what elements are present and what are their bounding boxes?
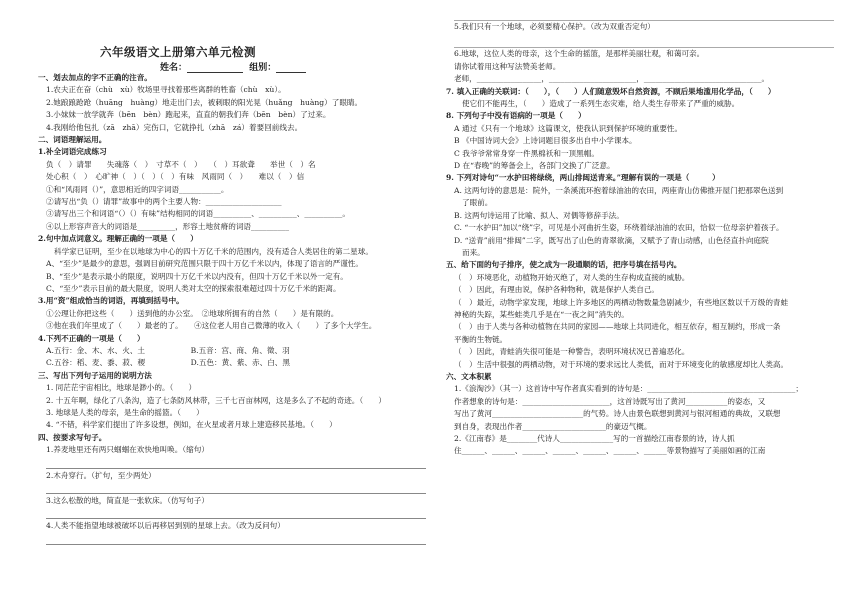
question-line: A. 这两句诗的意思是：院外，一条溪流环抱着绿油油的农田，两座青山仿佛推开屋门把那翠色送到: [454, 185, 784, 195]
left-column-content: [38, 72, 426, 546]
answer-line[interactable]: [454, 33, 834, 48]
right-column: [446, 6, 838, 458]
question-line: 处心积（ ） 心旷神（ ）（ ）（ ）有味 风雨同（ ） 难以（ ）信: [46, 172, 305, 182]
section-heading: 8. 下列句子中没有语病的一项是（ ）: [446, 111, 586, 121]
answer-line[interactable]: [46, 457, 426, 469]
question-line: 5.我们只有一个地球，必须要精心保护。（改为双重否定句）: [454, 22, 655, 31]
question-line: （ ）生活中很强的两栖动物，对于环境的要求远比人类低，而对于环境变化的敏感度却比人类高。: [454, 359, 789, 369]
question-line: D 在“春晚”的筹备会上，各部门交换了广泛意。: [454, 161, 615, 171]
section-heading: 9. 下列对诗句“一水护田将绿绕，两山排闼送青来。”理解有误的一项是（ ）: [446, 173, 720, 183]
question-line: 了眼前。: [462, 198, 493, 208]
section-heading: 三、写出下列句子运用的说明方法: [38, 370, 152, 380]
question-line: C、“至少”表示目前的最大限度，说明人类对太空的探索很难超过四十万亿千米的距离。: [46, 283, 341, 293]
question-line: ③请写出三个和词语“（）（）有味”结构相同的词语__________、__________、__________。: [46, 209, 350, 219]
question-line: （ ）环境恶化，动植物开始灭绝了，对人类的生存构成直接的威胁。: [454, 272, 690, 282]
question-line: 6.地球，这位人类的母亲，这个生命的摇篮，是那样美丽壮观，和蔼可亲。: [454, 49, 705, 59]
question-heading: 3.用“资”组成恰当的词语，再填到括号中。: [38, 296, 184, 306]
question-line: 使它们不能再生，（ ）造成了一系列生态灾难，给人类生存带来了严重的威胁。: [462, 99, 740, 109]
question-line: C. “一水护田”加以“绕”字，可见是小河曲折生姿，环绕着绿油油的农田，恰似一位母亲护着孩子。: [454, 223, 784, 233]
answer-line[interactable]: [46, 507, 426, 519]
name-label: 姓名：: [160, 63, 188, 73]
question-line: ④以上形容声音大的词语是__________，形容土地贫瘠的词语__________: [46, 221, 289, 231]
question-line: 负（ ）请罪 失魂落（ ） 寸草不（ ） （ ）耳欲聋 举世（ ）名: [46, 159, 316, 169]
question-line: 1.养麦地里还有两只蝈蝈在欢快地叫唤。（缩句）: [46, 445, 209, 455]
question-line: 到自身，表现出作者______________________的豪迈气概。: [454, 421, 652, 431]
section-heading: 四、按要求写句子。: [38, 432, 107, 442]
question-line: 平衡的生物链。: [454, 334, 508, 344]
page-title: 六年级语文上册第六单元检测: [100, 45, 256, 59]
question-line: ①和“风雨同（）”，意思相近的四字词语___________。: [46, 184, 229, 194]
question-line: B、“至少”是表示最小的限度，说明四十万亿千米以内没有，但四十万亿千米以外一定有。: [46, 271, 348, 281]
answer-line[interactable]: [454, 6, 834, 21]
question-line: B. 这两句诗运用了比喻、拟人、对偶等修辞手法。: [454, 210, 624, 220]
answer-line[interactable]: [46, 533, 426, 545]
question-line: C 我爷爷常常身穿一件黑棉袄和一顶黑帽。: [454, 148, 599, 158]
section-heading: 7. 填入正确的关联词：（ ），（ ）人们随意毁坏自然资源，不顾后果地滥用化学品，（ ）: [446, 86, 776, 96]
question-line: ②请写出“负（）请罪”故事中的两个主要人物：____________________: [46, 197, 282, 207]
question-line: 1.《浪淘沙》（其一）这首诗中写作者真实看到的诗句是：_______________________________________；: [454, 384, 803, 394]
answer-line[interactable]: [46, 482, 426, 494]
question-line: ③他在我们年里成了（ ）最老的了。 ④这位老人用自己微薄的收入（ ）了多个大学生。: [46, 321, 377, 331]
question-line: 神秘的失踪，某些蛙类几乎是在“一夜之间”消失的。: [454, 309, 629, 319]
question-heading: 4.下列不正确的一项是（ ）: [38, 333, 145, 343]
question-heading: 1.补全词语完成练习: [38, 147, 107, 157]
question-line: B 《中国诗词大会》上诗词题目很多出自中小学课本。: [454, 136, 637, 146]
group-label: 组别：: [249, 63, 277, 73]
question-line: 请你试着用这种写法赞美老师。: [454, 61, 561, 71]
question-line: 2.木舟穿行。（扩句，至少两处）: [46, 470, 156, 480]
section-heading: 六、文本积累: [446, 371, 492, 381]
question-line: D. “送青”前用“排闼”二字，既写出了山色的青翠欲滴，又赋予了青山动感，山色径直扑向庭院: [454, 235, 769, 245]
question-line: （ ）最近，动物学家发现，地球上许多地区的两栖动物数量急剧减少，有些地区数以千万级的青蛙: [454, 297, 789, 307]
question-line: （ ）由于人类与各种动植物在共同的家园——地球上共同进化，相互依存，相互制约，形成一条: [454, 322, 781, 332]
question-line: 作者想象的诗句是：_______________________，这首诗既写出了黄河___________的姿态，又: [454, 396, 766, 406]
question-line: 2.她踉踉跄跄（huāng huàng）地走出门去，被刺眼的阳光晃（huǎng huàng）了眼睛。: [46, 97, 363, 107]
question-line: C.五谷：稻、麦、黍、菽、稷 D.五色：黄、紫、赤、白、黑: [46, 358, 290, 368]
section-heading: 一、划去加点的字不正确的注音。: [38, 73, 152, 82]
question-line: A.五行：金、木、水、火、土 B.五音：宫、商、角、徵、羽: [46, 345, 290, 355]
question-line: 4. “不错，科学家们提出了许多设想，例如，在火星或者月球上建造移民基地。（ ）: [46, 420, 337, 430]
question-line: 4.我刚给他包扎（zā zhā）完伤口，它就挣扎（zhā zá）着要回前线去。: [46, 122, 303, 132]
question-line: 3.小妹妹一放学就奔（bēn bèn）跑起来，直直的朝我们奔（bēn bèn）了过来。: [46, 110, 331, 120]
question-line: 老师，_________________，_______________________，_______________________________。: [454, 74, 770, 84]
question-line: 3. 地球是人类的母亲，是生命的摇篮。（ ）: [46, 407, 204, 417]
question-line: 住______、______、______、______、______、______、______等景物描写了美丽如画的江南: [454, 446, 766, 456]
question-line: （ ）因此，有理由说，保护各种物种，就是保护人类自己。: [454, 285, 660, 295]
question-line: 2. 十五年啊，绿化了八条沟，造了七条防风林带，三千七百亩林网，这是多么了不起的奇迹。（ ）: [46, 395, 386, 405]
question-line: 科学家已证明，至少在以地球为中心的四十万亿千米的范围内，没有适合人类居住的第二星球。: [54, 246, 373, 256]
question-line: 1.农夫正在奋（chù xù）牧场里寻找着那些离群的牲畜（chù xù）。: [46, 85, 286, 95]
section-heading: 五、给下面的句子排序，使之成为一段通顺的话，把序号填在括号内。: [446, 260, 682, 270]
question-line: 2.《江南春》是________代诗人______________写的一首描绘江南春景的诗，诗人抓: [454, 434, 735, 443]
question-line: 4.人类不能指望地球被破坏以后再移居到别的星球上去。（改为反问句）: [46, 521, 285, 531]
question-line: A、“至少”是最少的意思，强调目前研究范围只限于四十万亿千米以内，体现了语言的严谨性。: [46, 259, 363, 269]
question-line: 写出了黄河________________________的气势。诗人由景色联想到黄河与银河相通的典故，又联想: [454, 409, 781, 419]
question-line: 3.这么松散的地，简直是一张软床。（仿写句子）: [46, 496, 209, 505]
question-line: ①公理让你把这些（ ）送到他的办公室。 ②地球所拥有的自然（ ）是有限的。: [46, 308, 339, 318]
section-heading: 二、词语理解运用。: [38, 135, 107, 145]
question-line: （ ）因此，青蛙消失很可能是一种警告，表明环境状况已普遍恶化。: [454, 347, 690, 357]
question-line: A 通过《只有一个地球》这篇课文，使我认识到保护环境的重要性。: [454, 123, 683, 133]
question-line: 1. 同茫茫宇宙相比，地球是渺小的。（ ）: [46, 383, 197, 393]
question-line: 而来。: [462, 247, 485, 257]
question-heading: 2.句中加点词意义。理解正确的一项是（ ）: [38, 234, 198, 244]
